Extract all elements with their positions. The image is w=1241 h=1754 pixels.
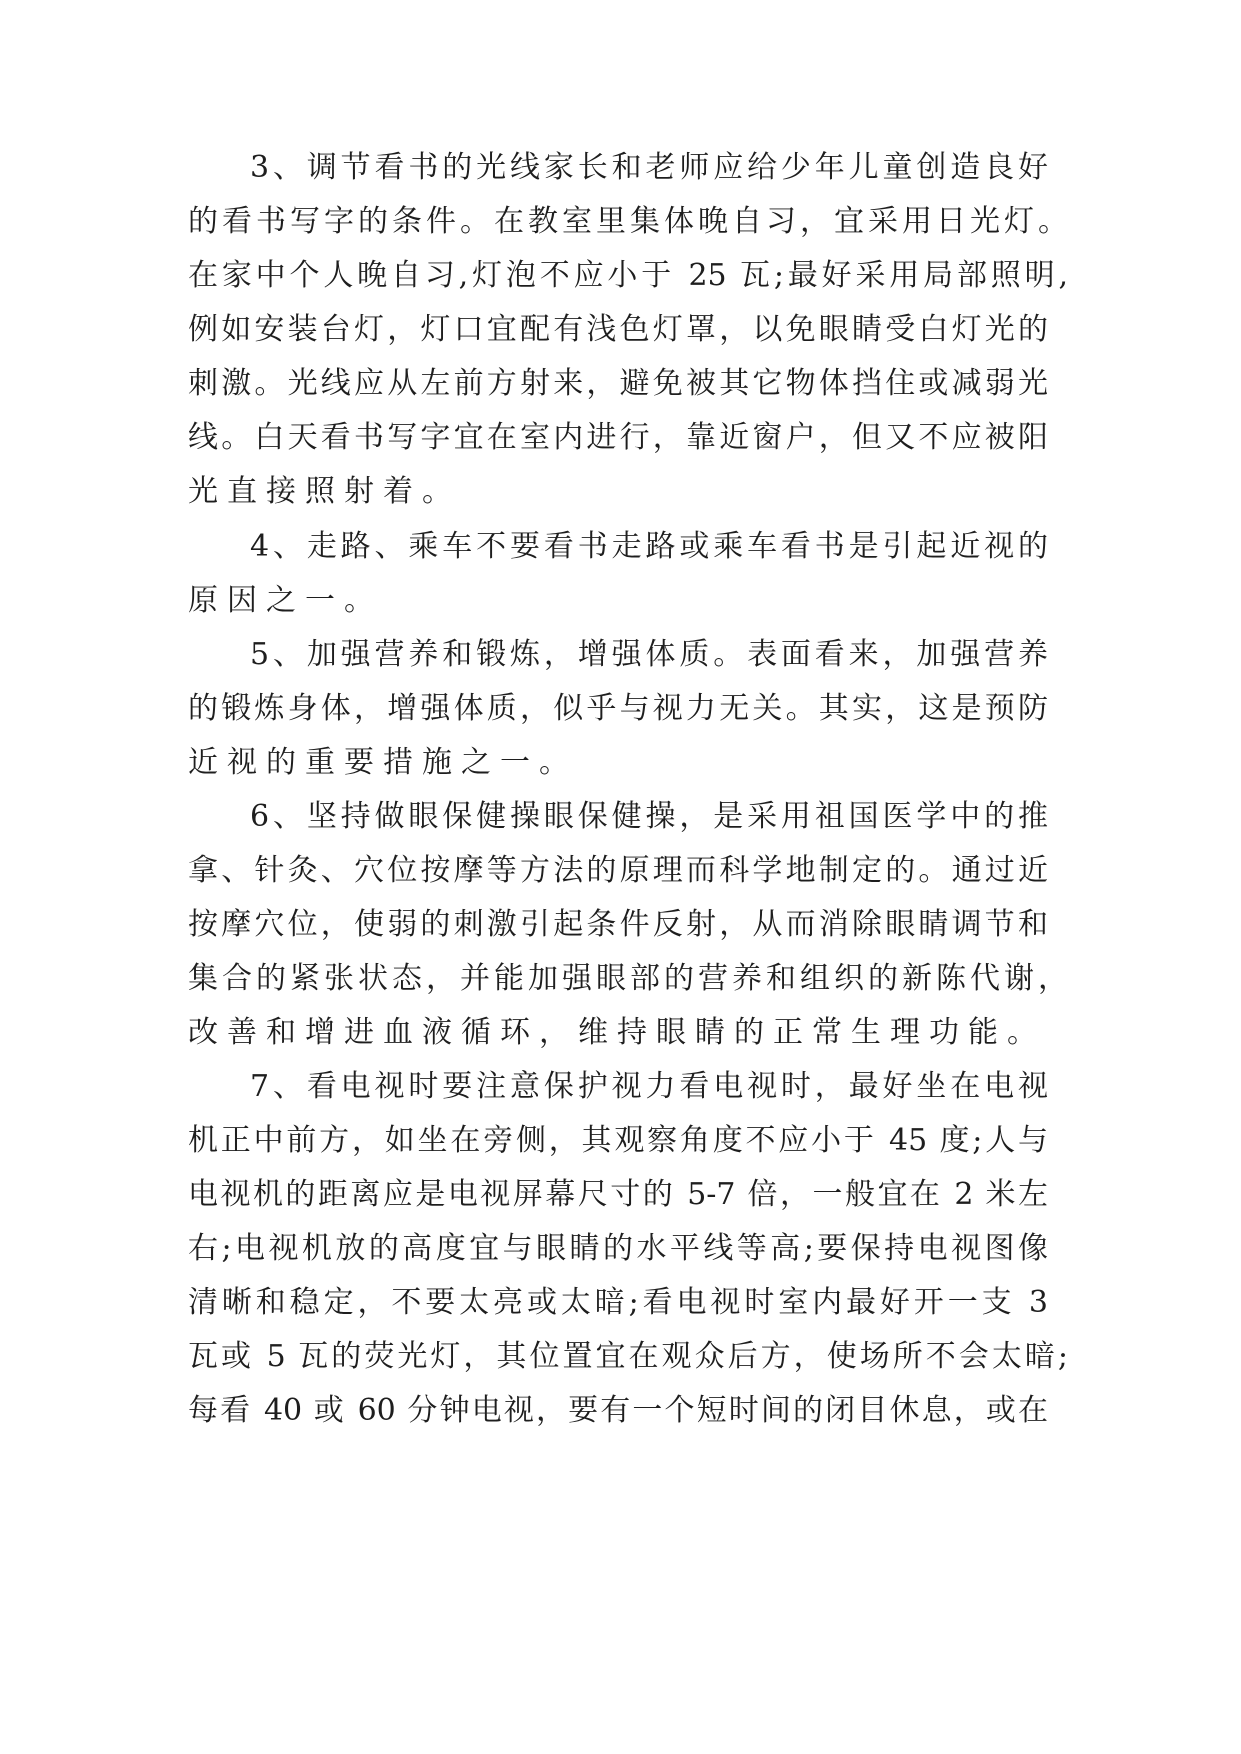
paragraph-4-line-1: 4、走路、乘车不要看书走路或乘车看书是引起近视的 <box>250 529 1048 564</box>
paragraph-6-line-4: 集合的紧张状态，并能加强眼部的营养和组织的新陈代谢， <box>188 961 1068 996</box>
paragraph-6-line-3: 按摩穴位，使弱的刺激引起条件反射，从而消除眼睛调节和 <box>188 907 1048 942</box>
paragraph-7-line-3: 电视机的距离应是电视屏幕尺寸的 5-7 倍，一般宜在 2 米左 <box>188 1177 1048 1212</box>
paragraph-5-line-2: 的锻炼身体，增强体质，似乎与视力无关。其实，这是预防 <box>188 691 1048 726</box>
paragraph-3-line-4: 例如安装台灯，灯口宜配有浅色灯罩，以免眼睛受白灯光的 <box>188 312 1048 347</box>
paragraph-3-line-3: 在家中个人晚自习,灯泡不应小于 25 瓦;最好采用局部照明, <box>188 258 1068 293</box>
paragraph-3-line-5: 刺激。光线应从左前方射来，避免被其它物体挡住或减弱光 <box>188 366 1048 401</box>
paragraph-3-line-2: 的看书写字的条件。在教室里集体晚自习，宜采用日光灯。 <box>188 204 1068 239</box>
paragraph-7-line-4: 右;电视机放的高度宜与眼睛的水平线等高;要保持电视图像 <box>188 1231 1048 1266</box>
paragraph-7-line-5: 清晰和稳定，不要太亮或太暗;看电视时室内最好开一支 3 <box>188 1285 1048 1320</box>
paragraph-3-line-1: 3、调节看书的光线家长和老师应给少年儿童创造良好 <box>250 150 1048 185</box>
paragraph-6-line-2: 拿、针灸、穴位按摩等方法的原理而科学地制定的。通过近 <box>188 853 1048 888</box>
paragraph-6-line-5: 改善和增进血液循环，维持眼睛的正常生理功能。 <box>188 1015 1046 1050</box>
paragraph-5-line-3: 近视的重要措施之一。 <box>188 745 578 780</box>
paragraph-3-line-6: 线。白天看书写字宜在室内进行，靠近窗户，但又不应被阳 <box>188 420 1048 455</box>
paragraph-5-line-1: 5、加强营养和锻炼，增强体质。表面看来，加强营养 <box>250 637 1048 672</box>
paragraph-7-line-1: 7、看电视时要注意保护视力看电视时，最好坐在电视 <box>250 1069 1048 1104</box>
paragraph-7-line-7: 每看 40 或 60 分钟电视，要有一个短时间的闭目休息，或在 <box>188 1393 1048 1428</box>
paragraph-7-line-6: 瓦或 5 瓦的荧光灯，其位置宜在观众后方，使场所不会太暗; <box>188 1339 1068 1374</box>
paragraph-6-line-1: 6、坚持做眼保健操眼保健操，是采用祖国医学中的推 <box>250 799 1048 834</box>
paragraph-7-line-2: 机正中前方，如坐在旁侧，其观察角度不应小于 45 度;人与 <box>188 1123 1048 1158</box>
paragraph-3-line-7: 光直接照射着。 <box>188 474 461 509</box>
paragraph-4-line-2: 原因之一。 <box>188 583 383 618</box>
